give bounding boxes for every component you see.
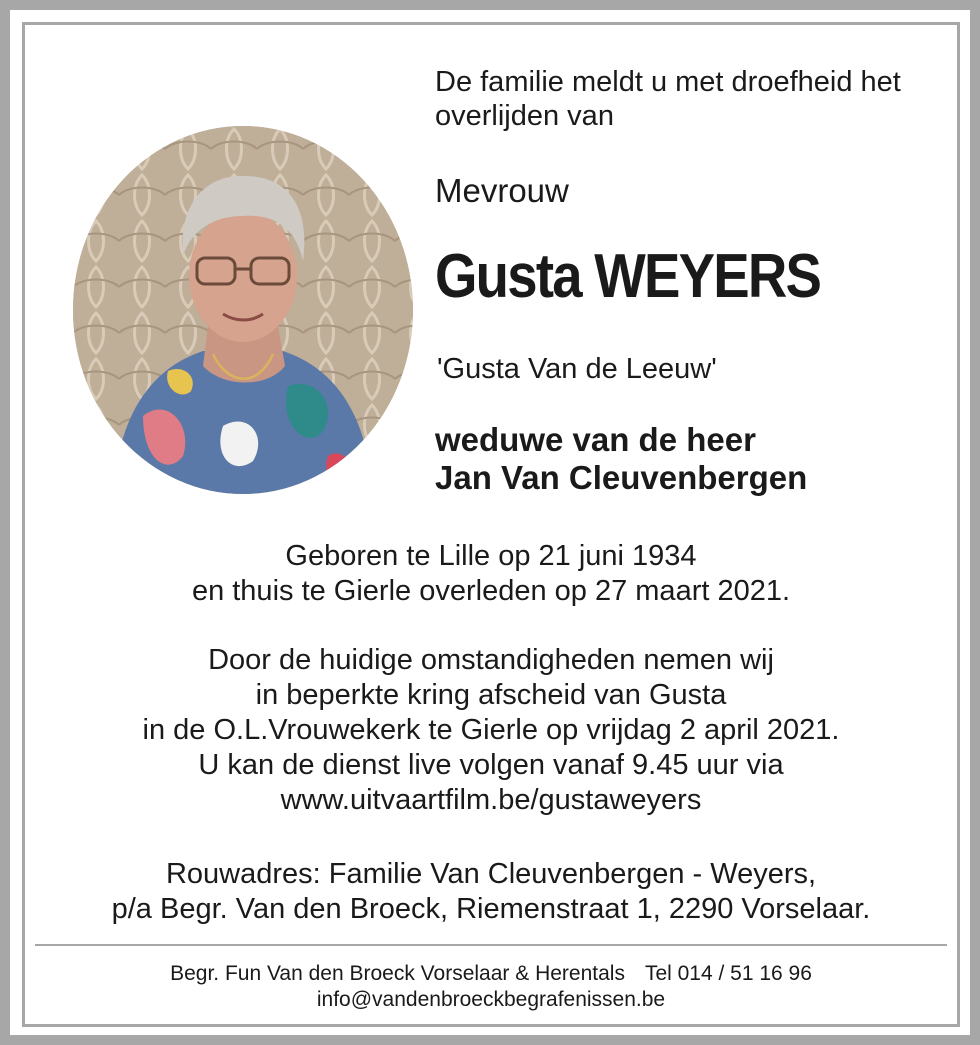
service-line: in de O.L.Vrouwekerk te Gierle op vrijdag 2 april 2021.	[142, 714, 840, 746]
nickname: 'Gusta Van de Leeuw'	[437, 353, 717, 385]
address-line: Rouwadres: Familie Van Cleuvenbergen - Weyers,	[165, 858, 817, 890]
obituary-card	[10, 10, 970, 1035]
address-line: p/a Begr. Van den Broeck, Riemenstraat 1, 2290 Vorselaar.	[111, 893, 871, 925]
portrait-photo	[73, 126, 413, 494]
spouse-name: Jan Van Cleuvenbergen	[435, 459, 808, 496]
birth-death-info	[25, 539, 957, 609]
birth-line: Geboren te Lille op 21 juni 1934	[285, 540, 697, 572]
honorific: Mevrouw	[435, 172, 569, 209]
service-line: in beperkte kring afscheid van Gusta	[255, 679, 727, 711]
obituary-frame	[22, 22, 960, 1027]
footer	[25, 961, 957, 1013]
widow-statement	[435, 421, 807, 497]
funeral-home: Begr. Fun Van den Broeck Vorselaar & Herentals	[170, 962, 625, 985]
livestream-url: www.uitvaartfilm.be/gustaweyers	[280, 784, 702, 816]
service-line: Door de huidige omstandigheden nemen wij	[208, 644, 774, 676]
widow-line: weduwe van de heer	[435, 421, 756, 458]
service-line: U kan de dienst live volgen vanaf 9.45 uur via	[198, 749, 784, 781]
email-address: info@vandenbroeckbegrafenissen.be	[316, 988, 666, 1011]
death-line: en thuis te Gierle overleden op 27 maart 2021.	[191, 575, 791, 607]
intro-text: De familie meldt u met droefheid het overlijden van	[435, 66, 901, 132]
mourning-address	[25, 857, 957, 927]
service-info	[25, 643, 957, 818]
divider	[35, 944, 947, 946]
deceased-name: Gusta WEYERS	[435, 242, 821, 311]
phone-number: Tel 014 / 51 16 96	[644, 962, 812, 985]
